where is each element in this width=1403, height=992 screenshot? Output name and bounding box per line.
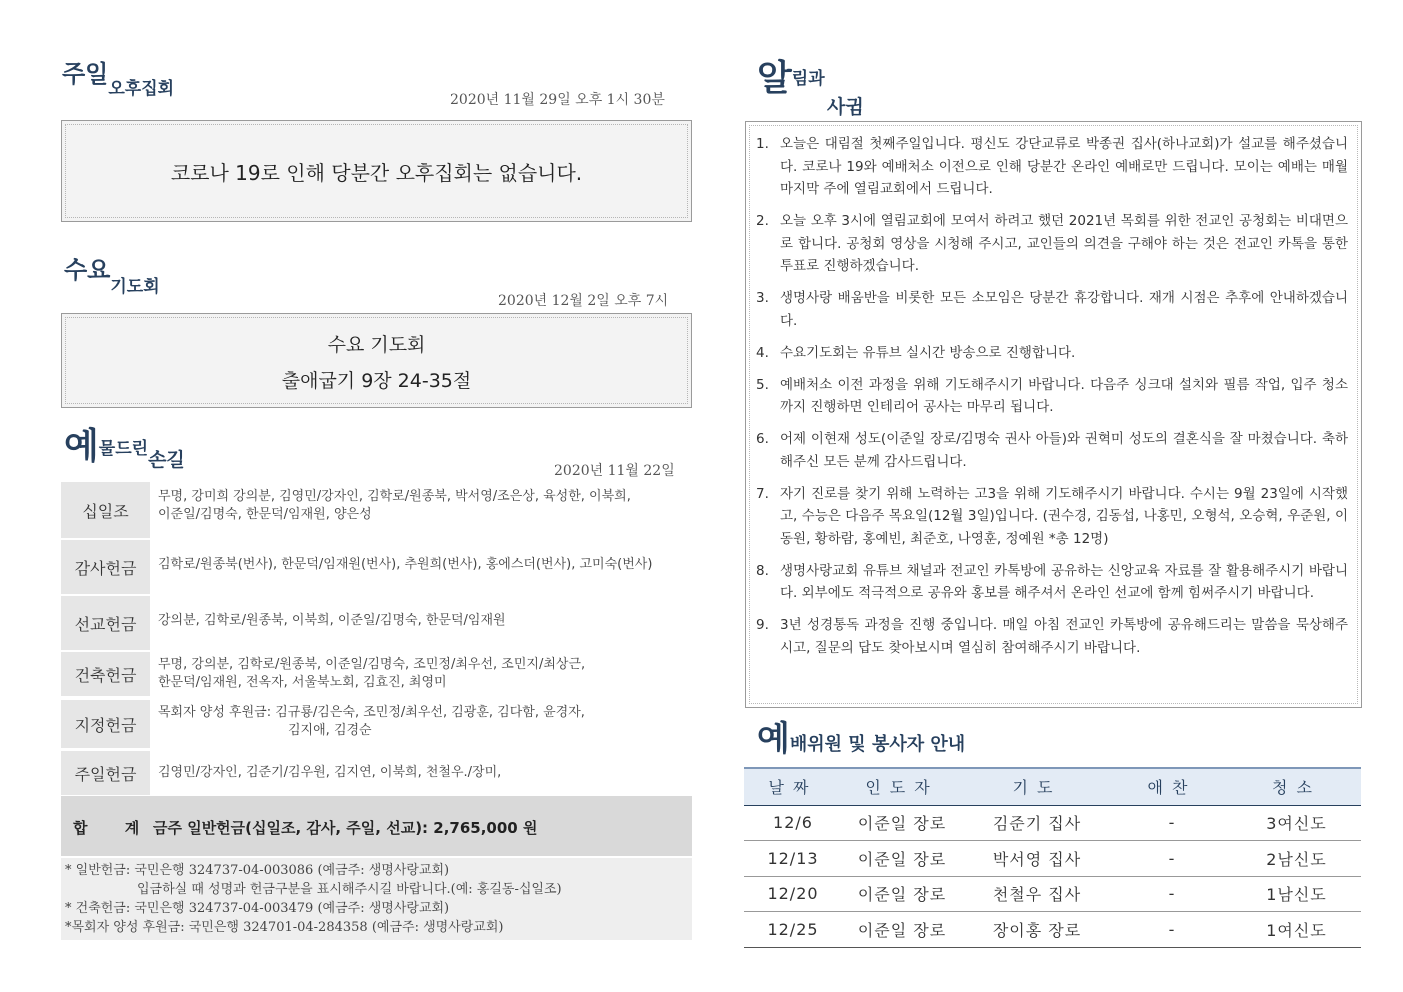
cell-prayer: 박서영 집사 — [962, 841, 1112, 877]
table-row — [744, 841, 1361, 877]
announcement-text: 생명사랑교회 유튜브 채널과 전교인 카톡방에 공유하는 신앙교육 자료를 잘 활용해주시기 바랍니다. 외부에도 적극적으로 공유와 홍보를 해주셔서 온라인 선교에 함께 힘써주시기 바랍니다. — [780, 562, 1348, 601]
announcement-item — [756, 133, 1348, 201]
offering-label: 지정헌금 — [61, 700, 150, 748]
cell-leader: 이준일 장로 — [842, 912, 962, 948]
table-row — [744, 805, 1361, 841]
account-line-pastor-support: *목회자 양성 후원금: 국민은행 324701-04-284358 (예금주: 생명사랑교회) — [65, 920, 504, 935]
announcement-text: 어제 이현재 성도(이준일 장로/김명숙 권사 아들)와 권혁미 성도의 결혼식을 잘 마쳤습니다. 축하해주신 모든 분께 감사드립니다. — [780, 431, 1348, 470]
cell-meal: - — [1112, 805, 1232, 841]
wednesday-title-sub: 기도회 — [110, 277, 160, 297]
cell-meal: - — [1112, 912, 1232, 948]
announcements-heading — [757, 57, 864, 118]
offering-names-line: 목회자 양성 후원금: 김규룡/김은숙, 조민정/최우선, 김광훈, 김다함, 윤경자, — [158, 705, 585, 720]
table-row — [744, 912, 1361, 948]
sunday-pm-title-sub: 오후집회 — [108, 79, 175, 99]
sunday-pm-notice-box — [61, 120, 692, 222]
announcements-title-sub: 사귐 — [827, 96, 864, 118]
cell-leader: 이준일 장로 — [842, 805, 962, 841]
wednesday-heading — [64, 255, 160, 297]
offerings-date: 2020년 11월 22일 — [554, 463, 675, 479]
announcement-number: 9. — [756, 617, 769, 633]
announcements-title-mid: 림과 — [791, 69, 825, 89]
offering-names-line: 강의분, 김학로/원종북, 이북희, 이준일/김명숙, 한문덕/임재원 — [158, 613, 506, 628]
sunday-pm-notice: 코로나 19로 인해 당분간 오후집회는 없습니다. — [170, 161, 583, 185]
cell-date: 12/25 — [744, 912, 842, 948]
announcement-item — [756, 483, 1348, 551]
wednesday-datetime: 2020년 12월 2일 오후 7시 — [498, 293, 669, 309]
offering-row-thanks — [61, 540, 692, 594]
offerings-heading — [64, 425, 185, 471]
cell-date: 12/20 — [744, 876, 842, 912]
offering-total-label: 합 계 — [73, 819, 156, 837]
col-header-prayer: 기도 — [962, 768, 1112, 805]
offering-label: 감사헌금 — [61, 540, 150, 594]
cell-cleaning: 1여신도 — [1232, 912, 1361, 948]
cell-leader: 이준일 장로 — [842, 841, 962, 877]
servers-heading — [757, 719, 966, 759]
sunday-pm-datetime: 2020년 11월 29일 오후 1시 30분 — [450, 92, 665, 108]
offering-label: 선교헌금 — [61, 596, 150, 650]
wednesday-title-main: 수요 — [64, 255, 111, 284]
announcement-item — [756, 287, 1348, 332]
offering-names-line: 김지애, 김경순 — [288, 723, 372, 738]
col-header-date: 날짜 — [744, 768, 842, 805]
announcement-text: 오늘 오후 3시에 열림교회에 모여서 하려고 했던 2021년 목회를 위한 전교인 공청회는 비대면으로 합니다. 공청회 영상을 시청해 주시고, 교인들의 의견을 구해야 하는 것은 전교인 카톡을 통한 투표로 진행하겠습니다. — [780, 213, 1348, 274]
offering-names-line: 김영민/강자인, 김준기/김우원, 김지연, 이북희, 천철우./장미, — [158, 765, 502, 780]
offering-total-text: 금주 일반헌금(십일조, 감사, 주일, 선교): 2,765,000 원 — [153, 819, 538, 837]
servers-table — [744, 767, 1361, 948]
announcements-box — [745, 121, 1362, 708]
col-header-meal: 애찬 — [1112, 768, 1232, 805]
offering-names — [158, 652, 692, 696]
wednesday-line1: 수요 기도회 — [327, 334, 426, 356]
offering-label: 십일조 — [61, 482, 150, 538]
announcement-item — [756, 374, 1348, 419]
announcements-list — [756, 133, 1348, 669]
offering-names — [158, 540, 692, 590]
sunday-pm-title-main: 주일 — [62, 59, 109, 88]
offerings-title-mid: 물드린 — [98, 439, 149, 459]
cell-prayer: 천철우 집사 — [962, 876, 1112, 912]
offering-names-line: 무명, 강의분, 김학로/원종북, 이준일/김명숙, 조민정/최우선, 조민지/최상근, — [158, 657, 586, 672]
servers-title-big: 예 — [757, 719, 790, 759]
offering-row-mission — [61, 596, 692, 650]
offering-names — [158, 596, 692, 646]
announcement-number: 6. — [756, 431, 769, 447]
table-row — [744, 876, 1361, 912]
offering-names-line: 김학로/원종북(번사), 한문덕/임재원(번사), 추원희(번사), 홍에스더(번사), 고미숙(번사) — [158, 557, 653, 572]
cell-cleaning: 1남신도 — [1232, 876, 1361, 912]
servers-title-rest: 배위원 및 봉사자 안내 — [789, 734, 966, 755]
announcement-number: 7. — [756, 485, 769, 502]
announcement-number: 4. — [756, 344, 769, 361]
cell-cleaning: 2남신도 — [1232, 841, 1361, 877]
offering-row-tithe — [61, 482, 692, 538]
announcement-item — [756, 210, 1348, 278]
cell-meal: - — [1112, 876, 1232, 912]
offering-names — [158, 700, 692, 744]
offering-names — [158, 478, 692, 534]
announcements-title-big: 알 — [757, 57, 792, 99]
offerings-title-sub: 손길 — [148, 449, 185, 471]
announcement-item — [756, 428, 1348, 473]
offering-row-sunday — [61, 751, 692, 795]
announcement-text: 자기 진로를 찾기 위해 노력하는 고3을 위해 기도해주시기 바랍니다. 수시는 9월 23일에 시작했고, 수능은 다음주 목요일(12월 3일)입니다. (권수경, 김동섭, 나홍민, 오형석, 오승혁, 우준원, 이동원, 황하람, 홍예빈, 최준호, 나영훈, 정예원 *총 12명) — [780, 485, 1348, 547]
announcement-text: 3년 성경통독 과정을 진행 중입니다. 매일 아침 전교인 카톡방에 공유해드리는 말씀을 묵상해주시고, 질문의 답도 찾아보시며 열심히 참여해주시기 바랍니다. — [780, 617, 1348, 656]
offering-label: 건축헌금 — [61, 652, 150, 696]
account-line-note: 입금하실 때 성명과 헌금구분을 표시해주시길 바랍니다.(예: 홍길동-십일조) — [137, 882, 562, 897]
cell-cleaning: 3여신도 — [1232, 805, 1361, 841]
cell-date: 12/13 — [744, 841, 842, 877]
offering-names — [158, 751, 692, 795]
account-line-general: * 일반헌금: 국민은행 324737-04-003086 (예금주: 생명사랑교회) — [65, 863, 450, 878]
col-header-leader: 인도자 — [842, 768, 962, 805]
offering-names-line: 이준일/김명숙, 한문덕/임재원, 양은성 — [158, 507, 372, 522]
offering-total-bar — [61, 796, 692, 856]
announcement-item — [756, 614, 1348, 659]
announcement-number: 8. — [756, 562, 769, 579]
announcement-number: 3. — [756, 290, 769, 306]
announcement-text: 오늘은 대림절 첫째주일입니다. 평신도 강단교류로 박종권 집사(하나교회)가 설교를 해주셨습니다. 코로나 19와 예배처소 이전으로 인해 당분간 온라인 예배로만 드립니다. 모이는 예배는 매월 마지막 주에 열림교회에서 드립니다. — [780, 136, 1348, 197]
cell-leader: 이준일 장로 — [842, 876, 962, 912]
offering-names-line: 한문덕/임재원, 전옥자, 서울북노회, 김효진, 최영미 — [158, 675, 447, 690]
cell-meal: - — [1112, 841, 1232, 877]
offerings-title-big: 예 — [64, 425, 99, 467]
wednesday-line2: 출애굽기 9장 24-35절 — [281, 370, 472, 392]
announcement-number: 5. — [756, 376, 769, 393]
cell-prayer: 김준기 집사 — [962, 805, 1112, 841]
account-info — [61, 858, 692, 940]
announcement-text: 생명사랑 배움반을 비롯한 모든 소모임은 당분간 휴강합니다. 재개 시점은 추후에 안내하겠습니다. — [780, 290, 1348, 329]
wednesday-box — [61, 313, 692, 408]
servers-header-row — [744, 768, 1361, 805]
announcement-text: 수요기도회는 유튜브 실시간 방송으로 진행합니다. — [780, 344, 1076, 361]
offering-label: 주일헌금 — [61, 751, 150, 795]
announcement-number: 1. — [756, 136, 769, 152]
cell-prayer: 장이홍 장로 — [962, 912, 1112, 948]
announcement-text: 예배처소 이전 과정을 위해 기도해주시기 바랍니다. 다음주 싱크대 설치와 필름 작업, 입주 청소까지 진행하면 인테리어 공사는 마무리 됩니다. — [780, 376, 1348, 415]
announcement-item — [756, 342, 1348, 365]
cell-date: 12/6 — [744, 805, 842, 841]
offering-row-designated — [61, 700, 692, 748]
announcement-item — [756, 560, 1348, 605]
col-header-cleaning: 청소 — [1232, 768, 1361, 805]
sunday-pm-heading — [62, 59, 175, 99]
offering-names-line: 무명, 강미희 강의분, 김영민/강자인, 김학로/원종북, 박서영/조은상, 육성한, 이북희, — [158, 489, 631, 504]
offering-row-building — [61, 652, 692, 696]
account-line-building: * 건축헌금: 국민은행 324737-04-003479 (예금주: 생명사랑교회) — [65, 901, 450, 916]
announcement-number: 2. — [756, 213, 769, 229]
